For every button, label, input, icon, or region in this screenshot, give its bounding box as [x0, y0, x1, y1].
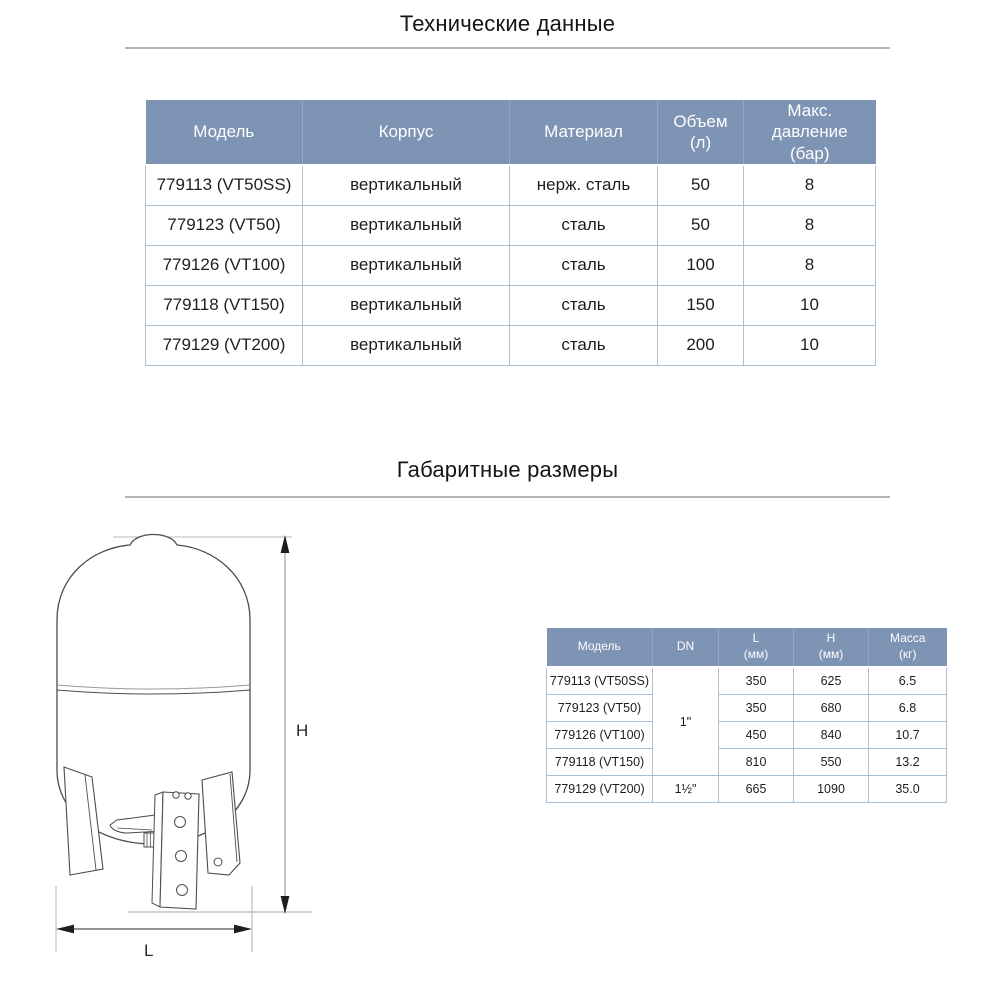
- table-row: [146, 285, 876, 325]
- dn-cell-merged: 1": [653, 667, 719, 776]
- table-row: [146, 325, 876, 365]
- h-arrow-down: [281, 896, 290, 914]
- material-cell: сталь: [510, 285, 658, 325]
- mass-cell: 35.0: [869, 776, 947, 803]
- table-row: [146, 205, 876, 245]
- col-header-model: Модель: [547, 628, 653, 667]
- table-row: [547, 667, 947, 695]
- l-dimension-label: L: [144, 941, 154, 960]
- divider-line: [125, 496, 890, 498]
- col-header-dn: DN: [653, 628, 719, 667]
- material-cell: сталь: [510, 245, 658, 285]
- material-cell: сталь: [510, 325, 658, 365]
- l-cell: 665: [719, 776, 794, 803]
- volume-cell: 50: [658, 205, 744, 245]
- model-cell: 779129 (VT200): [547, 776, 653, 803]
- material-cell: нерж. сталь: [510, 165, 658, 206]
- pressure-cell: 10: [744, 325, 876, 365]
- model-cell: 779118 (VT150): [547, 749, 653, 776]
- col-header-l: L (мм): [719, 628, 794, 667]
- mass-cell: 10.7: [869, 722, 947, 749]
- table-row: [146, 165, 876, 206]
- l-cell: 450: [719, 722, 794, 749]
- table-header-row: [547, 628, 947, 667]
- l-cell: 350: [719, 667, 794, 695]
- table-header-row: [146, 100, 876, 165]
- table-row: [146, 245, 876, 285]
- col-header-mass: Масса (кг): [869, 628, 947, 667]
- col-header-pressure: Макс. давление (бар): [744, 100, 876, 165]
- l-cell: 350: [719, 695, 794, 722]
- section-title-overall-dimensions: Габаритные размеры: [396, 457, 619, 482]
- plate-hole-small: [185, 793, 191, 799]
- body-cell: вертикальный: [303, 205, 510, 245]
- technical-data-table: [145, 100, 876, 366]
- model-cell: 779113 (VT50SS): [547, 667, 653, 695]
- volume-cell: 50: [658, 165, 744, 206]
- col-header-volume: Объем (л): [658, 100, 744, 165]
- l-cell: 810: [719, 749, 794, 776]
- model-cell: 779126 (VT100): [547, 722, 653, 749]
- body-cell: вертикальный: [303, 245, 510, 285]
- h-cell: 680: [794, 695, 869, 722]
- table-row: [547, 776, 947, 803]
- l-arrow-right: [234, 925, 252, 934]
- volume-cell: 150: [658, 285, 744, 325]
- plate-hole: [176, 851, 187, 862]
- mass-cell: 13.2: [869, 749, 947, 776]
- divider-line: [125, 47, 890, 49]
- col-header-material: Материал: [510, 100, 658, 165]
- mass-cell: 6.8: [869, 695, 947, 722]
- plate-hole: [177, 885, 188, 896]
- plate-hole: [175, 817, 186, 828]
- volume-cell: 100: [658, 245, 744, 285]
- table-row: [547, 722, 947, 749]
- h-dimension-label: H: [296, 721, 309, 740]
- dimensions-table: [546, 628, 947, 803]
- body-cell: вертикальный: [303, 165, 510, 206]
- model-cell: 779129 (VT200): [146, 325, 303, 365]
- pressure-cell: 10: [744, 285, 876, 325]
- h-cell: 625: [794, 667, 869, 695]
- col-header-h: H (мм): [794, 628, 869, 667]
- plate-hole-small: [173, 792, 179, 798]
- model-cell: 779123 (VT50): [547, 695, 653, 722]
- tank-diagram: [30, 518, 350, 963]
- col-header-body: Корпус: [303, 100, 510, 165]
- model-cell: 779113 (VT50SS): [146, 165, 303, 206]
- body-cell: вертикальный: [303, 325, 510, 365]
- leg-hole: [214, 858, 222, 866]
- pressure-cell: 8: [744, 205, 876, 245]
- dn-cell: 1½": [653, 776, 719, 803]
- model-cell: 779126 (VT100): [146, 245, 303, 285]
- l-arrow-left: [56, 925, 74, 934]
- pressure-cell: 8: [744, 245, 876, 285]
- tank-drawing-svg: [30, 518, 350, 963]
- h-arrow-up: [281, 535, 290, 553]
- model-cell: 779123 (VT50): [146, 205, 303, 245]
- body-cell: вертикальный: [303, 285, 510, 325]
- h-cell: 550: [794, 749, 869, 776]
- section-title-technical-data: Технические данные: [399, 11, 616, 36]
- h-cell: 1090: [794, 776, 869, 803]
- h-cell: 840: [794, 722, 869, 749]
- pressure-cell: 8: [744, 165, 876, 206]
- table-row: [547, 695, 947, 722]
- model-cell: 779118 (VT150): [146, 285, 303, 325]
- col-header-model: Модель: [146, 100, 303, 165]
- table-row: [547, 749, 947, 776]
- material-cell: сталь: [510, 205, 658, 245]
- mass-cell: 6.5: [869, 667, 947, 695]
- volume-cell: 200: [658, 325, 744, 365]
